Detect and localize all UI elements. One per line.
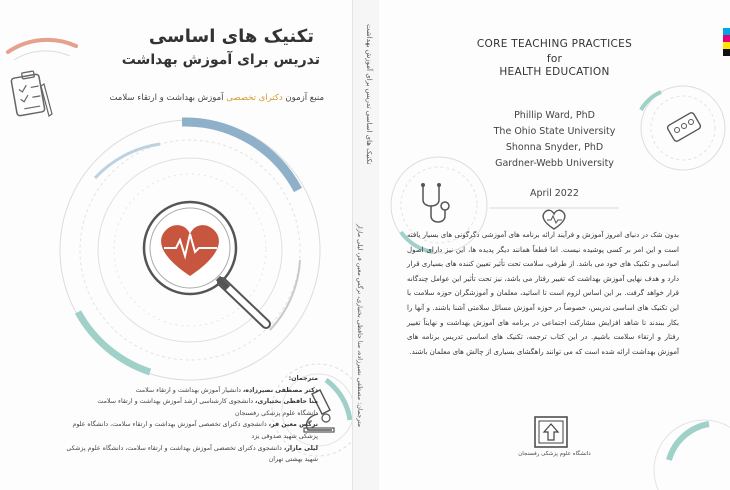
spine-text <box>355 24 377 428</box>
affil2: Gardner-Webb University <box>495 158 614 169</box>
credit-role: دانشجوی کارشناسی ارشد آموزش بهداشت و ارتقاء سلامت <box>97 398 254 406</box>
front-subtitle <box>109 93 324 103</box>
credit-name: دکتر مصطفی نصیرزاده، <box>242 386 318 394</box>
back-title-line3: HEALTH EDUCATION <box>499 66 610 78</box>
front-title-line1: تکنیک های اساسی <box>148 26 314 47</box>
spine-translators: مترجمان: مصطفی نصیرزاده، منا حافظی بختیاری، نرگس معین فر، لیلی مازار <box>356 224 363 428</box>
publish-date: April 2022 <box>530 188 579 199</box>
credit-line <box>58 443 318 466</box>
stethoscope-icon <box>413 180 465 232</box>
subtitle-post: آموزش بهداشت و ارتقاء سلامت <box>109 93 227 103</box>
credit-role: دانشگاه علوم پزشکی رفسنجان <box>234 409 318 417</box>
credit-line <box>58 419 318 442</box>
subtitle-pre: منبع آزمون <box>282 93 324 103</box>
credit-line <box>58 396 318 408</box>
back-cover <box>379 0 730 490</box>
spine-title: تکنیک های اساسی تدریس برای آموزش بهداشت <box>365 24 373 165</box>
credit-name: نرگس معین فر، <box>268 421 318 429</box>
credit-role: دانشیار آموزش بهداشت و ارتقاء سلامت <box>135 386 241 394</box>
publisher-name: دانشگاه علوم پزشکی رفسنجان <box>518 451 591 457</box>
book-spine <box>352 0 380 490</box>
heart-magnifier-icon <box>130 190 280 340</box>
credit-line <box>58 385 318 397</box>
credits-heading: مترجمان: <box>288 375 318 382</box>
back-description: بدون شک در دنیای امروز آموزش و فرآیند ارائه برنامه های آموزشی دگرگونی های بسیار یافته است و این امر بر کسی پوشیده نیست. اما قطعاً همانند دیگر پدیده ها، این نیز دارای اصول اساسی و تکنیک های خود می باشد. از طرفی، سلامت تحت تأثیر تعیین کننده های بسیاری قرار دارد و هدف نهایی آموزش بهداشت که تغییر رفتار می باشد، نیز تحت تأثیر این عوامل چندگانه قرار خواهد گرفت. بر این اساس لزوم است تا اساتید، معلمان و آموزشگران حوزه سلامت با این تکنیک های اساسی تدریس، خصوصاً در حوزه آموزش مسائل سلامتی آشنا باشند. و آنها را بکار ببندند تا شاهد افزایش مشارکت اجتماعی در برنامه های آموزش بهداشت و نهایتاً تغییر رفتار و ارتقاء سلامت باشیم. در این کتاب ترجمه، تکنیک های اساسی تدریس برنامه های آموزش بهداشت ارائه شده است که می توانند راهگشای بسیاری از چالش های معلمان باشند. <box>407 231 679 356</box>
affil1: The Ohio State University <box>493 126 616 137</box>
credit-line <box>58 408 318 420</box>
back-title-line2: for <box>546 53 563 65</box>
front-cover <box>0 0 352 490</box>
credit-role: دانشجوی دکترای تخصصی آموزش بهداشت و ارتقاء سلامت، دانشگاه علوم پزشکی شهید صدوقی یزد <box>72 421 318 440</box>
subtitle-highlight: دکترای تخصصی <box>226 93 283 103</box>
university-logo-icon <box>533 415 569 449</box>
translators-credits <box>58 373 318 466</box>
author2: Shonna Snyder, PhD <box>505 142 604 153</box>
clipboard-icon <box>8 70 56 122</box>
credit-name: منا حافظی بختیاری، <box>255 398 318 406</box>
front-title-line2: تدریس برای آموزش بهداشت <box>121 52 320 68</box>
credit-name: لیلی مازار، <box>283 444 318 452</box>
back-title-line1: CORE TEACHING PRACTICES <box>476 38 633 50</box>
pills-icon <box>665 108 705 148</box>
credit-role: دانشجوی دکترای تخصصی آموزش بهداشت و ارتقاء سلامت، دانشگاه علوم پزشکی شهید بهشتی تهران <box>66 444 318 464</box>
author1: Phillip Ward, PhD <box>514 110 595 121</box>
